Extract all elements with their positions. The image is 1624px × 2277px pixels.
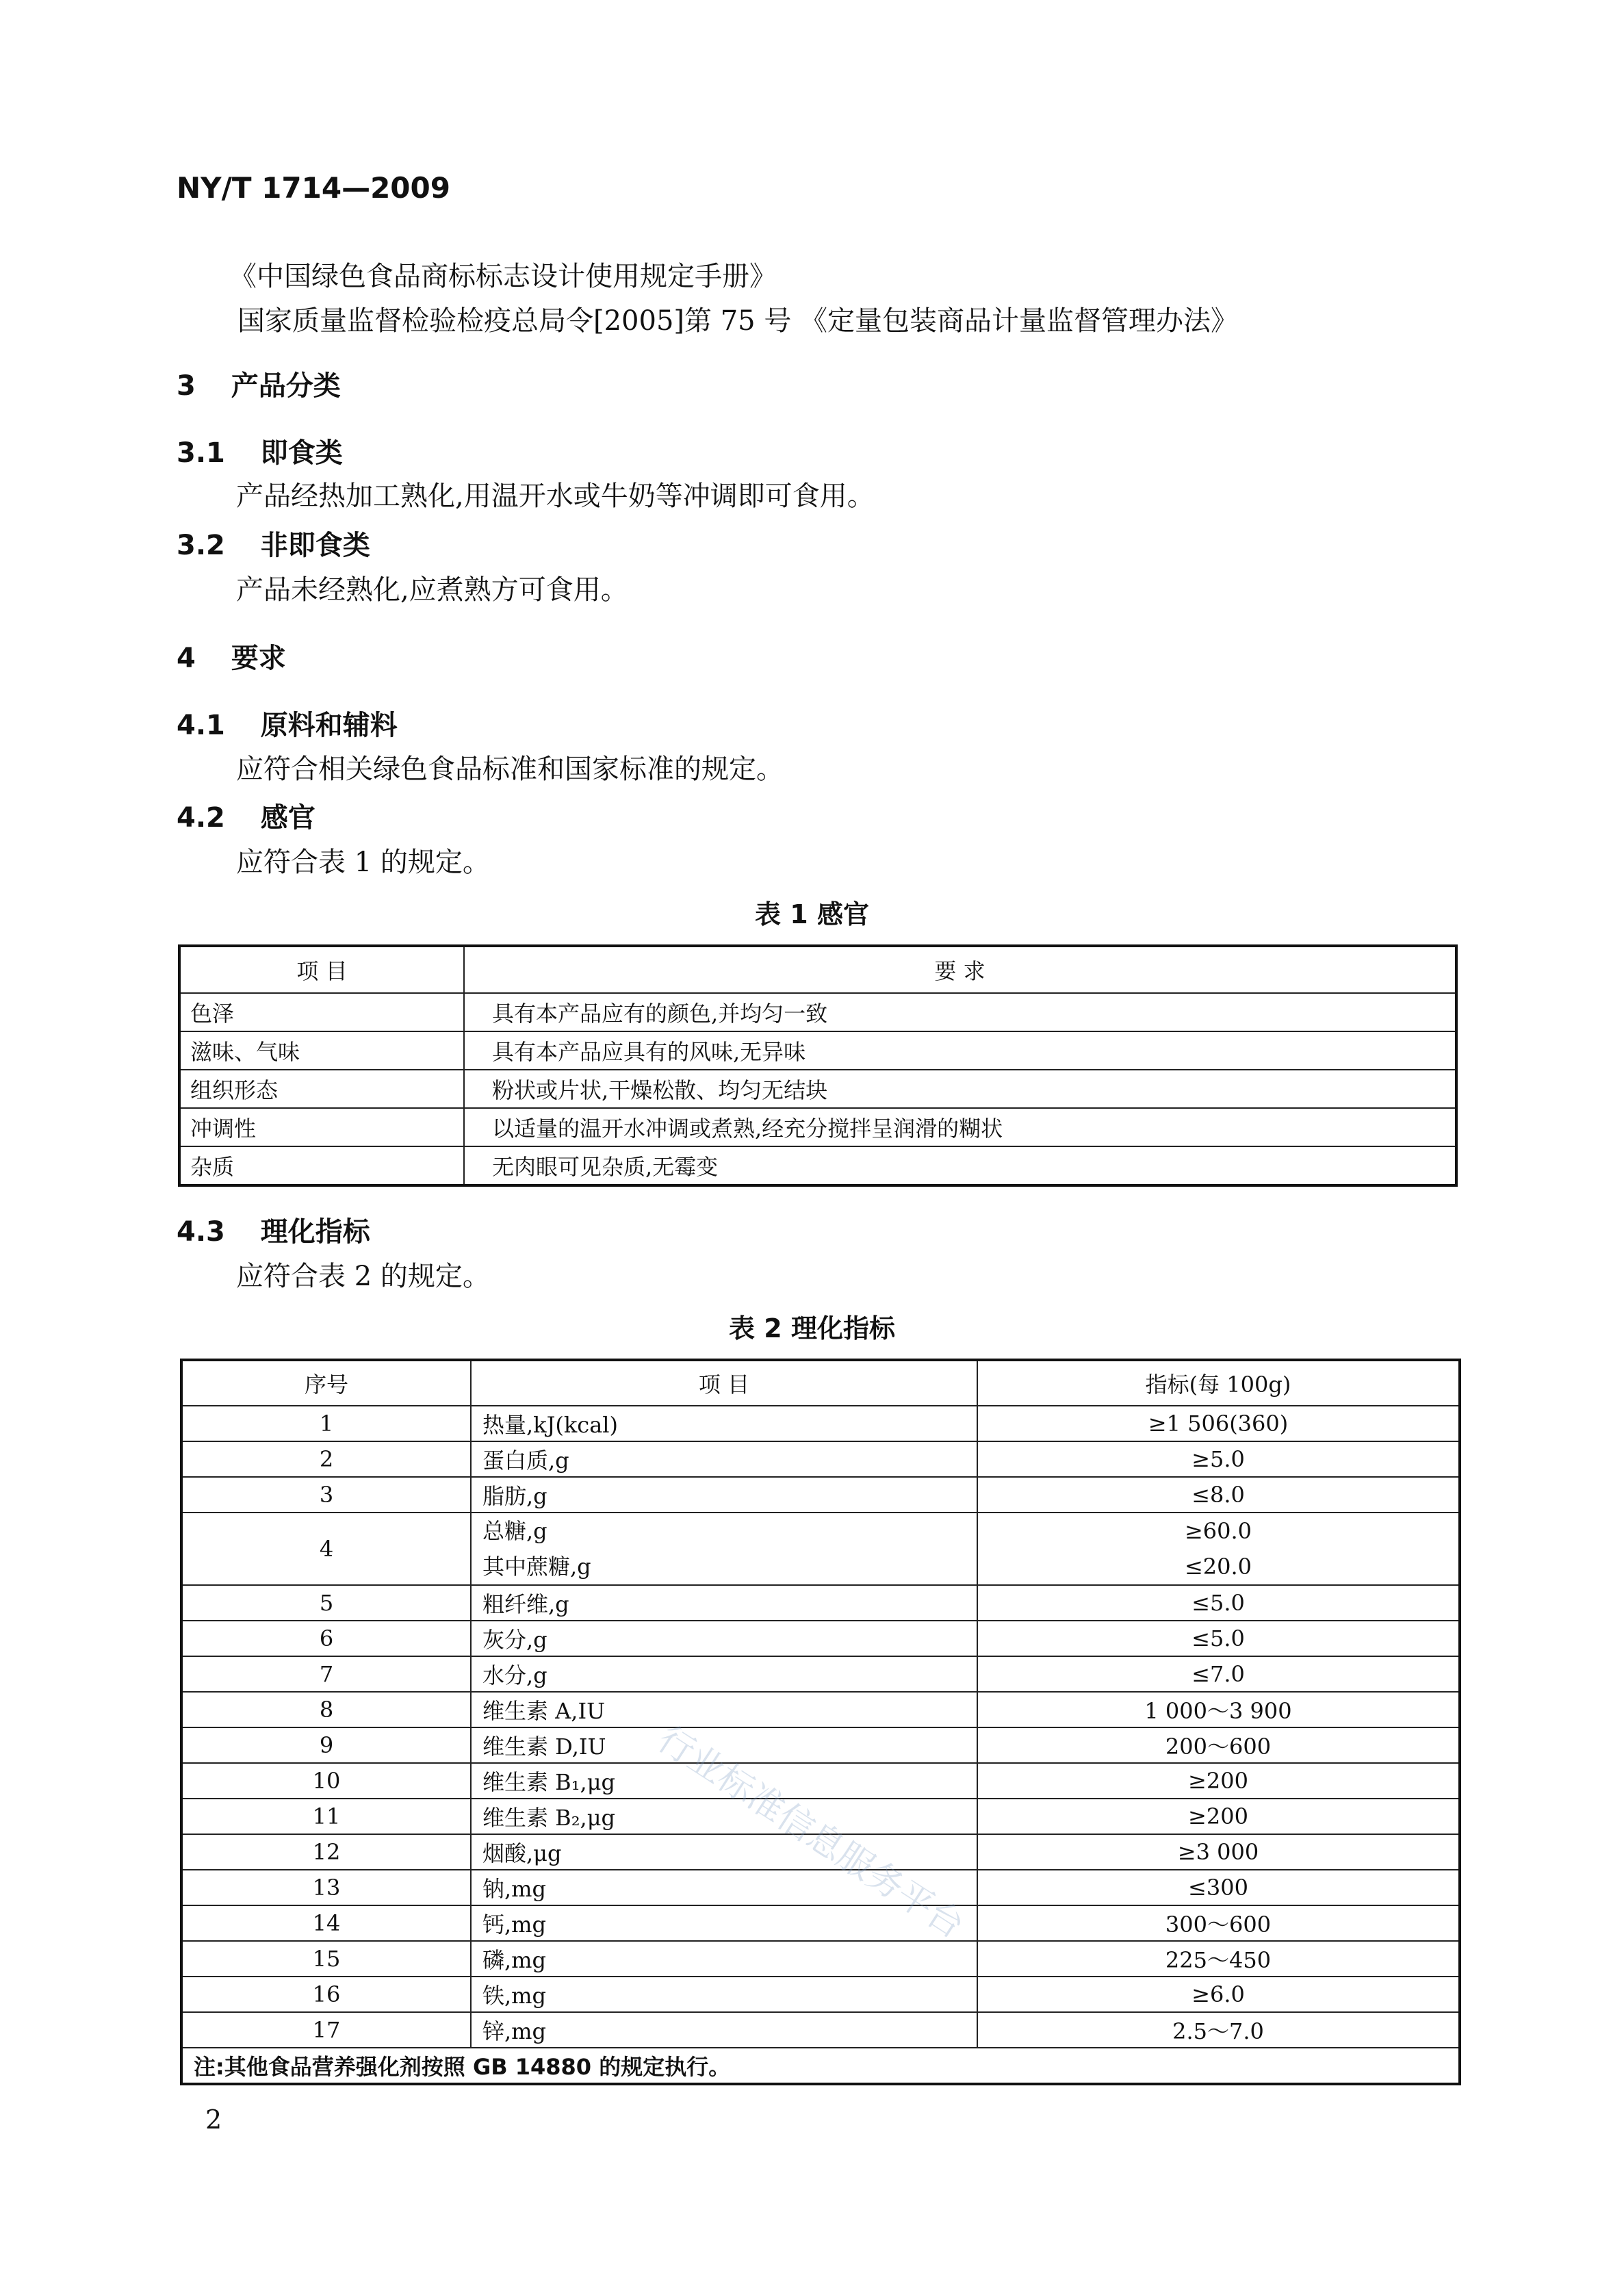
table-subcell: 总糖,g: [482, 1518, 547, 1544]
table-cell: 15: [181, 1941, 471, 1977]
table-cell: 3: [181, 1477, 471, 1513]
table-cell: 1: [181, 1406, 471, 1441]
table-cell: ≤300: [977, 1870, 1460, 1905]
table-cell: 维生素 D,IU: [471, 1727, 977, 1763]
table-row: [179, 1108, 1456, 1146]
table-cell: 蛋白质,g: [471, 1441, 977, 1477]
table-cell: ≥3 000: [977, 1834, 1460, 1870]
table-cell: 灰分,g: [471, 1621, 977, 1656]
page-number: 2: [205, 2105, 222, 2135]
table-cell: 1 000～3 900: [977, 1692, 1460, 1727]
table-cell: [471, 1513, 977, 1585]
table-row: [181, 1870, 1460, 1905]
section-number: 3: [177, 370, 196, 402]
table-1-sensory: [178, 944, 1458, 1187]
table-cell: ≤7.0: [977, 1656, 1460, 1692]
table-note: 注:其他食品营养强化剂按照 GB 14880 的规定执行。: [181, 2048, 1460, 2084]
table-row: [181, 2012, 1460, 2048]
section-number: 4: [177, 643, 196, 674]
table-row: [181, 1977, 1460, 2012]
table-row: [181, 1656, 1460, 1692]
section-title: 要求: [231, 643, 286, 674]
table-cell: 粗纤维,g: [471, 1585, 977, 1621]
table-row: [179, 1146, 1456, 1185]
table-2-caption: 表 2 理化指标: [729, 1313, 895, 1343]
table-row: [181, 1905, 1460, 1941]
table-cell: 热量,kJ(kcal): [471, 1406, 977, 1441]
reference-1: 《中国绿色食品商标标志设计使用规定手册》: [229, 261, 777, 292]
section-title: 产品分类: [231, 370, 341, 402]
table-header-row: [179, 946, 1456, 993]
table-note-row: [181, 2048, 1460, 2084]
table-cell: 滋味、气味: [179, 1031, 464, 1070]
table-row: [181, 1406, 1460, 1441]
table-row: [181, 1585, 1460, 1621]
table-row: [179, 1070, 1456, 1108]
section-3-1-text: 产品经热加工熟化,用温开水或牛奶等冲调即可食用。: [236, 480, 875, 512]
section-4-3-text: 应符合表 2 的规定。: [236, 1261, 490, 1292]
table-cell: 5: [181, 1585, 471, 1621]
table-cell: 粉状或片状,干燥松散、均匀无结块: [464, 1070, 1456, 1108]
table-cell: 杂质: [179, 1146, 464, 1185]
section-title: 即食类: [260, 437, 343, 469]
section-title: 原料和辅料: [260, 710, 398, 741]
table-cell: 组织形态: [179, 1070, 464, 1108]
table-cell: ≥5.0: [977, 1441, 1460, 1477]
table-cell: 维生素 A,IU: [471, 1692, 977, 1727]
table-cell: 维生素 B₂,μg: [471, 1799, 977, 1834]
table-cell: 9: [181, 1727, 471, 1763]
column-header: 要 求: [464, 946, 1456, 993]
table-cell: 300～600: [977, 1905, 1460, 1941]
table-subcell: ≥60.0: [1184, 1518, 1252, 1544]
table-cell: 具有本产品应具有的风味,无异味: [464, 1031, 1456, 1070]
table-cell: 12: [181, 1834, 471, 1870]
document-id: NY/T 1714—2009: [177, 171, 450, 205]
table-cell: 14: [181, 1905, 471, 1941]
table-cell: 维生素 B₁,μg: [471, 1763, 977, 1799]
table-cell: 冲调性: [179, 1108, 464, 1146]
table-row: [181, 1727, 1460, 1763]
column-header: 序号: [181, 1360, 471, 1406]
reference-2: 国家质量监督检验检疫总局令[2005]第 75 号 《定量包装商品计量监督管理办法》: [237, 305, 1239, 337]
table-cell: 色泽: [179, 993, 464, 1031]
section-number: 4.2: [177, 802, 225, 834]
table-cell: 水分,g: [471, 1656, 977, 1692]
table-cell: ≤5.0: [977, 1585, 1460, 1621]
section-3-1: [177, 431, 343, 470]
table-cell: ≤8.0: [977, 1477, 1460, 1513]
column-header: 指标(每 100g): [977, 1360, 1460, 1406]
table-row: [181, 1763, 1460, 1799]
table-cell: ≥200: [977, 1763, 1460, 1799]
section-4-2: [177, 796, 315, 835]
table-cell: 具有本产品应有的颜色,并均匀一致: [464, 993, 1456, 1031]
table-cell: [977, 1513, 1460, 1585]
section-4-1-text: 应符合相关绿色食品标准和国家标准的规定。: [236, 754, 784, 785]
table-subcell: ≤20.0: [1184, 1554, 1252, 1580]
table-cell: 7: [181, 1656, 471, 1692]
table-cell: 无肉眼可见杂质,无霉变: [464, 1146, 1456, 1185]
table-row: [181, 1621, 1460, 1656]
table-cell: 2.5～7.0: [977, 2012, 1460, 2048]
section-number: 3.2: [177, 530, 225, 561]
table-cell: ≤5.0: [977, 1621, 1460, 1656]
section-4-3: [177, 1210, 370, 1249]
section-4: [177, 636, 286, 676]
table-cell: 11: [181, 1799, 471, 1834]
table-row: [181, 1941, 1460, 1977]
watermark: 行业标准信息服务平台: [650, 1718, 972, 1947]
table-row: [179, 993, 1456, 1031]
table-row: [179, 1031, 1456, 1070]
table-1-caption: 表 1 感官: [755, 899, 869, 929]
table-cell: 16: [181, 1977, 471, 2012]
table-cell: 4: [181, 1513, 471, 1585]
section-number: 4.1: [177, 710, 225, 741]
table-cell: 13: [181, 1870, 471, 1905]
table-row: [181, 1441, 1460, 1477]
table-cell: 烟酸,μg: [471, 1834, 977, 1870]
section-3-2-text: 产品未经熟化,应煮熟方可食用。: [236, 574, 628, 606]
table-cell: 2: [181, 1441, 471, 1477]
section-title: 感官: [260, 802, 315, 834]
table-cell: ≥6.0: [977, 1977, 1460, 2012]
column-header: 项 目: [471, 1360, 977, 1406]
table-cell: 磷,mg: [471, 1941, 977, 1977]
section-4-1: [177, 704, 398, 743]
section-3: [177, 364, 341, 403]
table-2-physicochemical: [180, 1359, 1461, 2085]
table-cell: ≥200: [977, 1799, 1460, 1834]
table-row: [181, 1513, 1460, 1585]
table-cell: 钙,mg: [471, 1905, 977, 1941]
table-cell: 脂肪,g: [471, 1477, 977, 1513]
section-4-2-text: 应符合表 1 的规定。: [236, 847, 490, 878]
table-cell: ≥1 506(360): [977, 1406, 1460, 1441]
section-title: 理化指标: [260, 1216, 370, 1248]
table-cell: 铁,mg: [471, 1977, 977, 2012]
section-3-2: [177, 524, 370, 563]
table-cell: 以适量的温开水冲调或煮熟,经充分搅拌呈润滑的糊状: [464, 1108, 1456, 1146]
table-header-row: [181, 1360, 1460, 1406]
table-cell: 17: [181, 2012, 471, 2048]
section-number: 3.1: [177, 437, 225, 469]
table-cell: 225～450: [977, 1941, 1460, 1977]
table-cell: 200～600: [977, 1727, 1460, 1763]
table-cell: 8: [181, 1692, 471, 1727]
section-number: 4.3: [177, 1216, 225, 1248]
section-title: 非即食类: [260, 530, 370, 561]
table-row: [181, 1692, 1460, 1727]
table-subcell: 其中蔗糖,g: [482, 1554, 591, 1580]
table-cell: 钠,mg: [471, 1870, 977, 1905]
column-header: 项 目: [179, 946, 464, 993]
table-cell: 6: [181, 1621, 471, 1656]
table-row: [181, 1477, 1460, 1513]
table-cell: 锌,mg: [471, 2012, 977, 2048]
table-cell: 10: [181, 1763, 471, 1799]
